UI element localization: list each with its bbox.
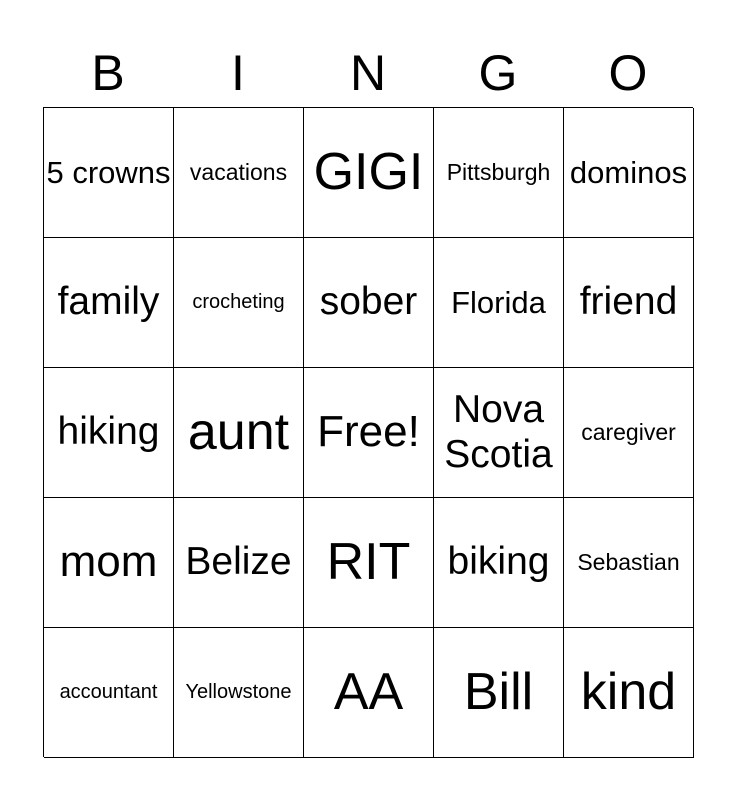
- header-letter-b: B: [91, 45, 125, 101]
- bingo-cell-r5-c3[interactable]: AA: [304, 628, 434, 758]
- bingo-cell-r2-c2[interactable]: crocheting: [174, 238, 304, 368]
- bingo-board: [43, 107, 693, 757]
- bingo-header: [43, 40, 693, 106]
- header-letter-i: I: [231, 45, 245, 101]
- bingo-cell-free-space[interactable]: Free!: [304, 368, 434, 498]
- bingo-cell-r3-c4[interactable]: Nova Scotia: [434, 368, 564, 498]
- bingo-cell-r1-c4[interactable]: Pittsburgh: [434, 108, 564, 238]
- bingo-cell-r4-c4[interactable]: biking: [434, 498, 564, 628]
- header-letter-o: O: [608, 45, 648, 101]
- bingo-cell-r5-c2[interactable]: Yellowstone: [174, 628, 304, 758]
- bingo-cell-r1-c5[interactable]: dominos: [564, 108, 694, 238]
- bingo-cell-r2-c3[interactable]: sober: [304, 238, 434, 368]
- header-letter-n: N: [349, 45, 387, 101]
- bingo-cell-r2-c1[interactable]: family: [44, 238, 174, 368]
- bingo-cell-r3-c2[interactable]: aunt: [174, 368, 304, 498]
- bingo-cell-r4-c2[interactable]: Belize: [174, 498, 304, 628]
- bingo-cell-r1-c2[interactable]: vacations: [174, 108, 304, 238]
- bingo-cell-r4-c1[interactable]: mom: [44, 498, 174, 628]
- bingo-cell-r5-c1[interactable]: accountant: [44, 628, 174, 758]
- bingo-cell-r3-c5[interactable]: caregiver: [564, 368, 694, 498]
- bingo-cell-r1-c3[interactable]: GIGI: [304, 108, 434, 238]
- bingo-cell-r5-c5[interactable]: kind: [564, 628, 694, 758]
- bingo-cell-r3-c1[interactable]: hiking: [44, 368, 174, 498]
- bingo-cell-r1-c1[interactable]: 5 crowns: [44, 108, 174, 238]
- bingo-cell-r2-c4[interactable]: Florida: [434, 238, 564, 368]
- bingo-cell-r4-c5[interactable]: Sebastian: [564, 498, 694, 628]
- bingo-cell-r5-c4[interactable]: Bill: [434, 628, 564, 758]
- header-letter-g: G: [478, 45, 518, 101]
- bingo-cell-r2-c5[interactable]: friend: [564, 238, 694, 368]
- bingo-cell-r4-c3[interactable]: RIT: [304, 498, 434, 628]
